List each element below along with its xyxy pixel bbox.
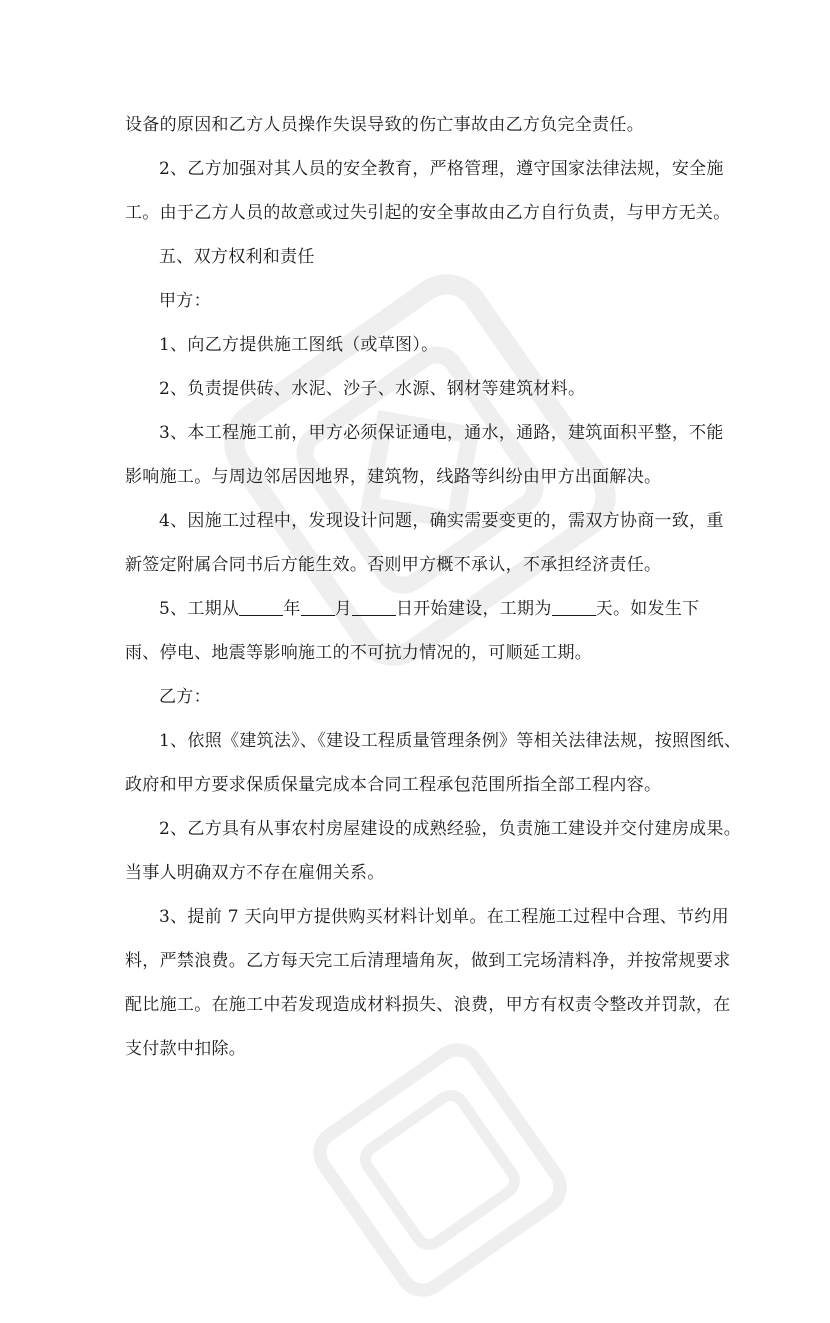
text-line: 4、因施工过程中，发现设计问题，确实需要变更的，需双方协商一致，重: [159, 511, 724, 531]
text-line: 工。由于乙方人员的故意或过失引起的安全事故由乙方自行负责，与甲方无关。: [125, 203, 731, 223]
schedule-year: 年: [283, 599, 301, 619]
text-line: 3、提前 7 天向甲方提供购买材料计划单。在工程施工过程中合理、节约用: [159, 907, 729, 927]
section-heading: 五、双方权利和责任: [159, 247, 315, 267]
text-line: 3、本工程施工前，甲方必须保证通电，通水，通路，建筑面积平整，不能: [159, 423, 724, 443]
day-blank: [352, 599, 396, 616]
text-line: 当事人明确双方不存在雇佣关系。: [125, 863, 385, 883]
text-line: 料，严禁浪费。乙方每天完工后清理墙角灰，做到工完场清料净，并按常规要求: [125, 951, 731, 971]
party-heading-b: 乙方：: [159, 687, 211, 707]
text-line: 雨、停电、地震等影响施工的不可抗力情况的，可顺延工期。: [125, 643, 593, 663]
schedule-line: [125, 587, 749, 631]
schedule-day-start: 日开始建设，工期为: [395, 599, 552, 619]
text-line: 2、乙方加强对其人员的安全教育，严格管理，遵守国家法律法规，安全施: [159, 159, 724, 179]
text-line: 影响施工。与周边邻居因地界，建筑物，线路等纠纷由甲方出面解决。: [125, 467, 662, 487]
month-blank: [301, 599, 335, 616]
text-line: 1、向乙方提供施工图纸（或草图）。: [159, 335, 439, 355]
duration-blank: [552, 599, 596, 616]
schedule-month: 月: [334, 599, 352, 619]
text-line: 支付款中扣除。: [125, 1039, 247, 1059]
year-blank: [239, 599, 283, 616]
text-line: 2、负责提供砖、水泥、沙子、水源、钢材等建筑材料。: [159, 379, 586, 399]
text-line: 设备的原因和乙方人员操作失误导致的伤亡事故由乙方负完全责任。: [125, 115, 644, 135]
schedule-suffix: 天。如发生下: [595, 599, 700, 619]
party-heading-a: 甲方：: [159, 291, 211, 311]
text-line: 新签定附属合同书后方能生效。否则甲方概不承认，不承担经济责任。: [125, 555, 662, 575]
schedule-prefix: 5、工期从: [159, 599, 240, 619]
text-line: 1、依照《建筑法》、《建设工程质量管理条例》等相关法律法规，按照图纸、: [159, 731, 742, 751]
text-line: 政府和甲方要求保质保量完成本合同工程承包范围所指全部工程内容。: [125, 775, 662, 795]
text-line: 2、乙方具有从事农村房屋建设的成熟经验，负责施工建设并交付建房成果。: [159, 819, 742, 839]
text-line: 配比施工。在施工中若发现造成材料损失、浪费，甲方有权责令整改并罚款，在: [125, 995, 731, 1015]
